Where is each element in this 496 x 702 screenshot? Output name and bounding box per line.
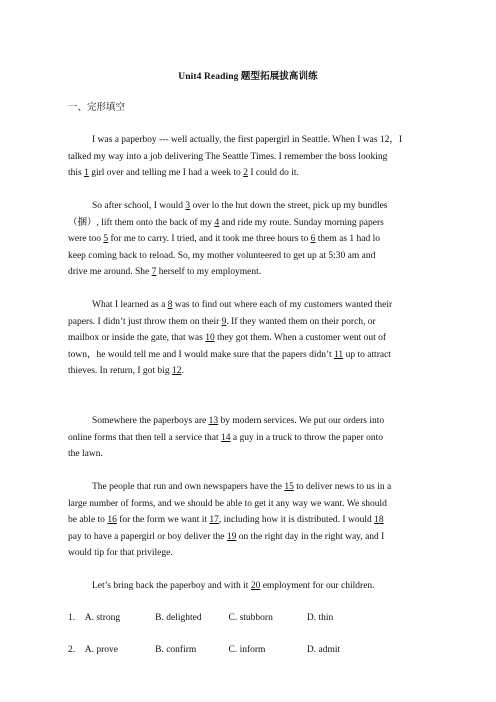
text-segment: What I learned as a xyxy=(92,300,168,310)
text-segment: （捆）, lift them onto the back of my xyxy=(68,217,215,228)
text-segment: town，he would tell me and I would make sure that the papers didn’t xyxy=(68,349,335,360)
option-c: C. stubborn xyxy=(228,613,273,623)
text-segment: online forms that then tell a service that xyxy=(68,432,222,443)
paragraph-3 xyxy=(68,297,430,380)
blank-number: 9 xyxy=(221,316,227,327)
text-segment: keep coming back to reload. So, my mother volunteered to get up at 5:30 am and xyxy=(68,250,376,261)
option-row-1 xyxy=(68,613,367,623)
text-line xyxy=(68,314,430,331)
text-segment: pay to have a papergirl or boy deliver the xyxy=(68,531,227,542)
text-segment: The people that run and own newspapers have the xyxy=(92,482,285,492)
blank-number: 8 xyxy=(167,300,173,310)
option-c: C. inform xyxy=(228,645,266,655)
paragraph-5 xyxy=(68,479,430,562)
text-segment: , including how it is distributed. I would xyxy=(218,515,375,525)
text-segment: girl over and telling me I had a week to xyxy=(88,168,244,178)
blank-number: 14 xyxy=(221,432,231,443)
text-line xyxy=(68,363,430,380)
option-number: 1. xyxy=(68,613,76,623)
text-line xyxy=(68,545,430,562)
text-line xyxy=(68,198,430,215)
text-segment: over lo the hut down the street, pick up my bundles xyxy=(190,201,388,211)
text-line xyxy=(68,165,430,182)
text-segment: they got them. When a customer went out of xyxy=(214,333,387,343)
text-line xyxy=(68,479,430,496)
text-segment: for me to carry. I tried, and it took me three hours to xyxy=(108,234,311,244)
page-title: Unit4 Reading 题型拓展拔高训练 xyxy=(178,72,318,82)
blank-number: 4 xyxy=(214,217,220,228)
option-number: 2. xyxy=(68,645,76,655)
text-segment: . xyxy=(181,366,184,376)
paragraph-2 xyxy=(68,198,430,281)
blank-number: 11 xyxy=(334,349,344,360)
text-segment: were too xyxy=(68,234,104,244)
text-segment: to deliver news to us in a xyxy=(293,482,392,492)
text-segment: I was a paperboy --- well actually, the first papergirl in Seattle. When I was 12，I xyxy=(92,135,403,145)
option-d: D. thin xyxy=(306,613,334,623)
option-d: D. admit xyxy=(306,645,341,655)
text-line xyxy=(68,529,430,546)
option-row-2 xyxy=(68,645,367,655)
text-segment: the lawn. xyxy=(68,449,103,459)
text-segment: employment for our children. xyxy=(260,581,375,591)
text-line xyxy=(68,297,430,314)
blank-number: 18 xyxy=(374,515,384,525)
text-segment: So after school, I would xyxy=(92,201,186,211)
blank-number: 17 xyxy=(209,515,219,525)
text-segment: on the right day in the right way, and I xyxy=(236,531,385,542)
text-segment: thieves. In return, I got big xyxy=(68,366,172,376)
text-segment: Let’s bring back the paperboy and with it xyxy=(92,581,251,591)
text-segment: was to find out where each of my customers wanted their xyxy=(172,300,393,310)
option-b: B. confirm xyxy=(155,645,197,655)
text-line xyxy=(68,347,430,364)
text-segment: be able to xyxy=(68,515,108,525)
text-line xyxy=(68,132,430,149)
option-a: A. strong xyxy=(84,613,121,623)
text-line xyxy=(68,430,430,447)
text-segment: would tip for that privilege. xyxy=(68,548,173,558)
blank-number: 3 xyxy=(185,201,191,211)
blank-number: 12 xyxy=(171,366,182,376)
text-line xyxy=(68,248,430,265)
text-segment: papers. I didn’t just throw them on their xyxy=(68,316,222,327)
blank-number: 16 xyxy=(107,515,117,525)
paragraph-6 xyxy=(68,578,430,595)
text-segment: Somewhere the paperboys are xyxy=(92,416,209,426)
blank-number: 13 xyxy=(208,416,219,426)
text-segment: a guy in a truck to throw the paper onto xyxy=(230,432,384,443)
blank-number: 20 xyxy=(250,581,261,591)
text-line xyxy=(68,512,430,529)
text-segment: this xyxy=(68,168,85,178)
text-line xyxy=(68,446,430,463)
blank-number: 2 xyxy=(243,168,248,178)
text-line xyxy=(68,264,430,281)
text-segment: large number of forms, and we should be able to get it any way we want. We should xyxy=(68,498,387,509)
blank-number: 5 xyxy=(103,234,109,244)
text-line xyxy=(68,496,430,513)
text-segment: them as 1 had lo xyxy=(315,234,381,244)
text-segment: mailbox or inside the gate, that was xyxy=(68,333,206,343)
blank-number: 7 xyxy=(151,267,157,277)
blank-number: 10 xyxy=(205,333,215,343)
text-segment: talked my way into a job delivering The Seattle Times. I remember the boss looking xyxy=(68,151,388,162)
text-line xyxy=(68,231,430,248)
text-segment: by modern services. We put our orders into xyxy=(218,416,385,426)
option-a: A. prove xyxy=(84,645,118,655)
text-segment: drive me around. She xyxy=(68,267,152,277)
text-segment: and ride my route. Sunday morning papers xyxy=(219,217,384,228)
paragraph-4 xyxy=(68,413,430,463)
text-segment: I could do it. xyxy=(247,168,299,178)
text-line xyxy=(68,149,430,166)
blank-number: 15 xyxy=(284,482,294,492)
text-line xyxy=(68,578,430,595)
text-segment: for the form we want it xyxy=(116,515,210,525)
blank-number: 19 xyxy=(226,531,237,542)
text-segment: herself to my employment. xyxy=(156,267,262,277)
blank-number: 1 xyxy=(84,168,89,178)
text-segment: . If they wanted them on their porch, or xyxy=(226,316,376,327)
text-line xyxy=(68,413,430,430)
text-segment: up to attract xyxy=(343,349,391,360)
paragraph-1 xyxy=(68,132,430,182)
text-line xyxy=(68,215,430,232)
option-b: B. delighted xyxy=(155,613,202,623)
text-line xyxy=(68,330,430,347)
section-heading: 一、完形填空 xyxy=(68,103,126,113)
blank-number: 6 xyxy=(310,234,316,244)
